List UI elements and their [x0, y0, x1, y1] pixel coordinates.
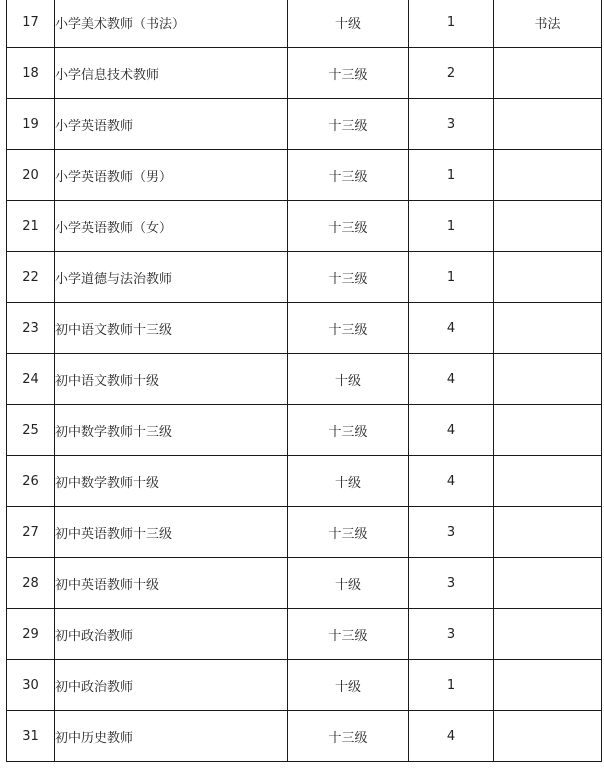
table-row — [7, 303, 602, 354]
position-name-cell: 小学道德与法治教师 — [55, 252, 288, 303]
count-cell: 3 — [409, 609, 494, 660]
positions-table — [6, 0, 602, 762]
note-cell — [494, 48, 602, 99]
table-row — [7, 150, 602, 201]
grade-cell: 十三级 — [288, 252, 409, 303]
table-row — [7, 0, 602, 48]
table-row — [7, 609, 602, 660]
note-cell — [494, 711, 602, 762]
table-row — [7, 201, 602, 252]
note-cell — [494, 303, 602, 354]
note-cell — [494, 201, 602, 252]
position-name-cell: 初中数学教师十三级 — [55, 405, 288, 456]
row-number-cell: 31 — [7, 711, 55, 762]
table-row — [7, 660, 602, 711]
grade-cell: 十级 — [288, 456, 409, 507]
table-row — [7, 48, 602, 99]
table-row — [7, 456, 602, 507]
count-cell: 4 — [409, 456, 494, 507]
count-cell: 3 — [409, 558, 494, 609]
row-number-cell: 27 — [7, 507, 55, 558]
count-cell: 4 — [409, 303, 494, 354]
note-cell — [494, 150, 602, 201]
count-cell: 1 — [409, 252, 494, 303]
note-cell: 书法 — [494, 0, 602, 48]
grade-cell: 十三级 — [288, 609, 409, 660]
row-number-cell: 24 — [7, 354, 55, 405]
grade-cell: 十级 — [288, 558, 409, 609]
note-cell — [494, 252, 602, 303]
count-cell: 1 — [409, 201, 494, 252]
grade-cell: 十三级 — [288, 48, 409, 99]
count-cell: 3 — [409, 507, 494, 558]
grade-cell: 十级 — [288, 660, 409, 711]
count-cell: 4 — [409, 711, 494, 762]
note-cell — [494, 609, 602, 660]
row-number-cell: 21 — [7, 201, 55, 252]
table-row — [7, 507, 602, 558]
row-number-cell: 25 — [7, 405, 55, 456]
row-number-cell: 23 — [7, 303, 55, 354]
table-row — [7, 711, 602, 762]
position-name-cell: 小学信息技术教师 — [55, 48, 288, 99]
position-name-cell: 初中政治教师 — [55, 609, 288, 660]
count-cell: 3 — [409, 99, 494, 150]
grade-cell: 十三级 — [288, 201, 409, 252]
row-number-cell: 19 — [7, 99, 55, 150]
position-name-cell: 小学英语教师（女） — [55, 201, 288, 252]
grade-cell: 十三级 — [288, 303, 409, 354]
row-number-cell: 29 — [7, 609, 55, 660]
position-name-cell: 初中政治教师 — [55, 660, 288, 711]
note-cell — [494, 660, 602, 711]
grade-cell: 十三级 — [288, 99, 409, 150]
position-name-cell: 初中英语教师十三级 — [55, 507, 288, 558]
table-row — [7, 99, 602, 150]
note-cell — [494, 456, 602, 507]
grade-cell: 十级 — [288, 354, 409, 405]
count-cell: 1 — [409, 0, 494, 48]
position-name-cell: 小学英语教师 — [55, 99, 288, 150]
table-row — [7, 252, 602, 303]
position-name-cell: 初中英语教师十级 — [55, 558, 288, 609]
note-cell — [494, 354, 602, 405]
table-row — [7, 558, 602, 609]
row-number-cell: 30 — [7, 660, 55, 711]
count-cell: 1 — [409, 660, 494, 711]
grade-cell: 十三级 — [288, 405, 409, 456]
positions-table-body — [7, 0, 602, 762]
note-cell — [494, 558, 602, 609]
position-name-cell: 小学英语教师（男） — [55, 150, 288, 201]
count-cell: 4 — [409, 354, 494, 405]
note-cell — [494, 405, 602, 456]
grade-cell: 十三级 — [288, 507, 409, 558]
row-number-cell: 20 — [7, 150, 55, 201]
position-name-cell: 初中数学教师十级 — [55, 456, 288, 507]
table-row — [7, 405, 602, 456]
grade-cell: 十级 — [288, 0, 409, 48]
count-cell: 4 — [409, 405, 494, 456]
grade-cell: 十三级 — [288, 711, 409, 762]
count-cell: 1 — [409, 150, 494, 201]
note-cell — [494, 507, 602, 558]
table-row — [7, 354, 602, 405]
row-number-cell: 18 — [7, 48, 55, 99]
row-number-cell: 26 — [7, 456, 55, 507]
position-name-cell: 初中语文教师十级 — [55, 354, 288, 405]
position-name-cell: 小学美术教师（书法） — [55, 0, 288, 48]
grade-cell: 十三级 — [288, 150, 409, 201]
note-cell — [494, 99, 602, 150]
position-name-cell: 初中历史教师 — [55, 711, 288, 762]
row-number-cell: 28 — [7, 558, 55, 609]
row-number-cell: 22 — [7, 252, 55, 303]
position-name-cell: 初中语文教师十三级 — [55, 303, 288, 354]
count-cell: 2 — [409, 48, 494, 99]
row-number-cell: 17 — [7, 0, 55, 48]
